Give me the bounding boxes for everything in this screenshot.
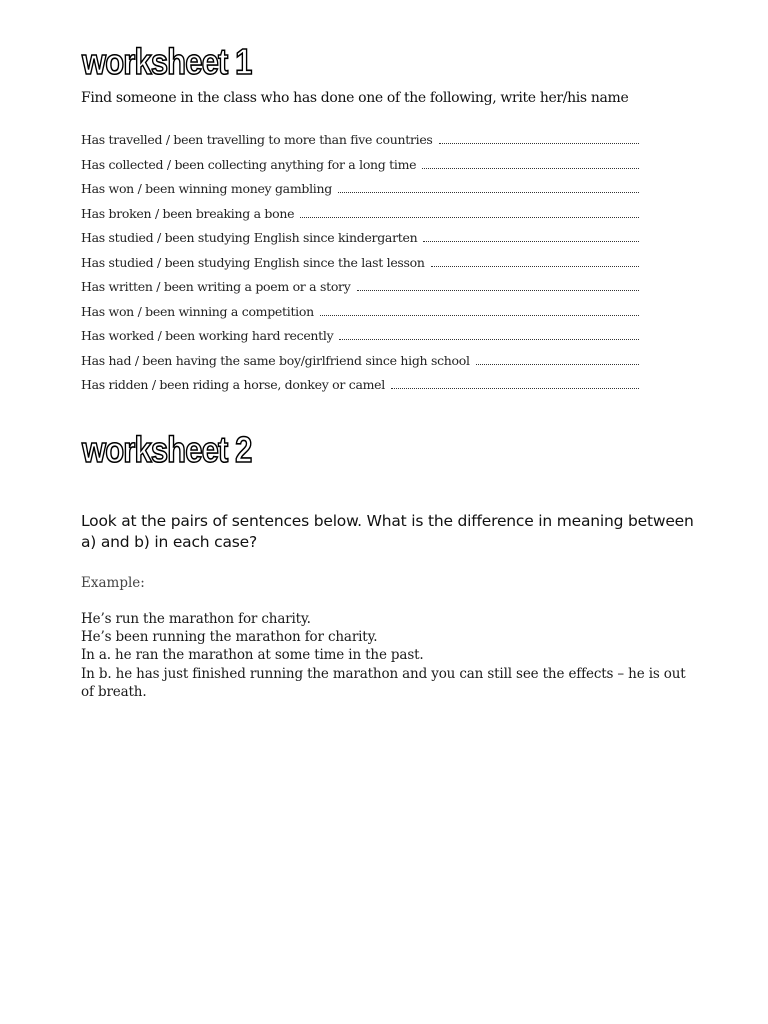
list-item xyxy=(81,277,641,302)
list-item-text: Has travelled / been travelling to more than five countries xyxy=(81,132,433,147)
name-answer-line xyxy=(391,377,639,389)
list-item-text: Has had / been having the same boy/girlfriend since high school xyxy=(81,352,470,368)
list-item-text: Has ridden / been riding a horse, donkey or camel xyxy=(81,377,385,392)
worksheet-1-instruction: Find someone in the class who has done one of the following, write her/his name xyxy=(81,90,629,106)
worksheet-2-question: Look at the pairs of sentences below. What is the difference in meaning between a) and b) in each case? xyxy=(81,512,694,551)
name-answer-line xyxy=(338,181,639,193)
list-item-text: Has won / been winning money gambling xyxy=(81,181,332,196)
list-item xyxy=(81,302,641,327)
example-sentence-b: He’s been running the marathon for charity. xyxy=(81,629,378,646)
worksheet-2-title: worksheet 2 xyxy=(82,429,252,470)
list-item-text: Has studied / been studying English since kindergarten xyxy=(81,230,418,245)
list-item xyxy=(81,375,641,400)
list-item-text: Has collected / been collecting anything for a long time xyxy=(81,156,417,172)
list-item xyxy=(81,351,641,376)
example-explanation-a: In a. he ran the marathon at some time in the past. xyxy=(81,647,424,664)
name-answer-line xyxy=(439,132,639,144)
name-answer-line xyxy=(357,279,640,291)
list-item-text: Has written / been writing a poem or a story xyxy=(81,279,351,294)
find-someone-list xyxy=(81,130,641,400)
list-item xyxy=(81,179,641,204)
example-sentence-a: He’s run the marathon for charity. xyxy=(81,611,311,627)
example-block xyxy=(81,610,701,701)
name-answer-line xyxy=(431,255,639,267)
name-answer-line xyxy=(300,206,639,218)
list-item-text: Has studied / been studying English since the last lesson xyxy=(81,254,425,270)
list-item xyxy=(81,130,641,155)
list-item-text: Has won / been winning a competition xyxy=(81,303,314,319)
list-item xyxy=(81,155,641,180)
list-item-text: Has worked / been working hard recently xyxy=(81,328,334,343)
example-explanation-b: In b. he has just finished running the marathon and you can still see the effects – he is out of breath. xyxy=(81,665,686,700)
list-item xyxy=(81,204,641,229)
list-item xyxy=(81,326,641,351)
list-item xyxy=(81,228,641,253)
worksheet-1-title: worksheet 1 xyxy=(82,41,252,82)
name-answer-line xyxy=(320,304,639,316)
list-item-text: Has broken / been breaking a bone xyxy=(81,205,295,221)
list-item xyxy=(81,253,641,278)
name-answer-line xyxy=(422,157,639,169)
name-answer-line xyxy=(476,353,639,365)
name-answer-line xyxy=(339,328,639,340)
name-answer-line xyxy=(423,230,639,242)
example-label: Example: xyxy=(81,575,145,591)
